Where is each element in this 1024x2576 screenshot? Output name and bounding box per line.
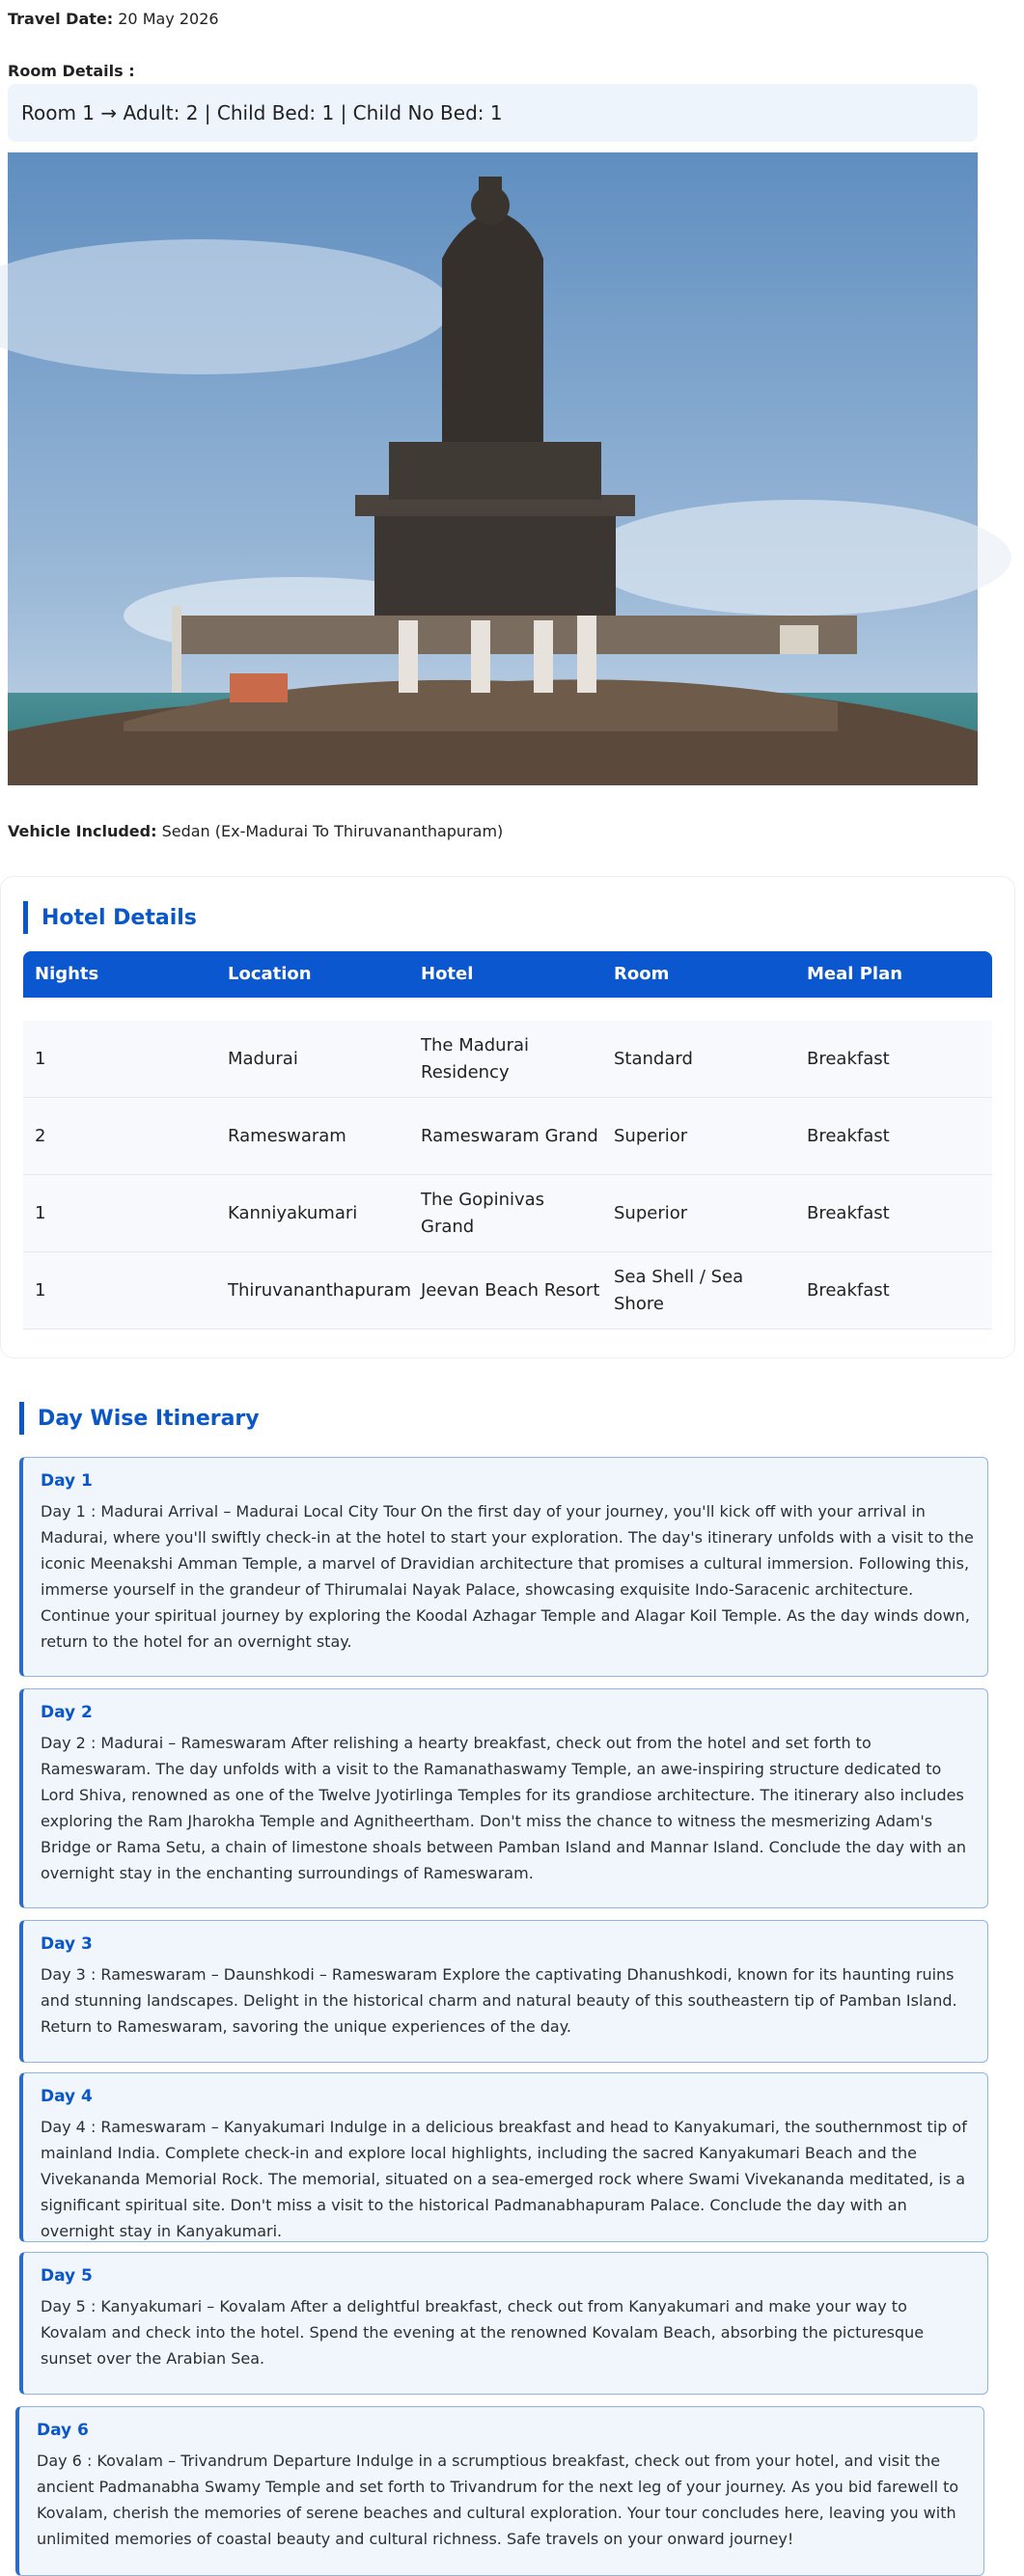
cell-location: Kanniyakumari [228,1202,358,1223]
room-details-label: Room Details : [8,62,135,80]
cell-nights: 1 [35,1202,46,1223]
day-card [19,1920,988,2063]
column-location: Location [228,964,312,984]
day-text: Day 3 : Rameswaram – Daunshkodi – Rameswaram Explore the captivating Dhanushkodi, known for its haunting ruins and stunning landscapes. Delight in the historical charm and natural beauty of this southeastern tip of Pamban Island. Return to Rameswaram, savoring the unique experiences of the day. [41,1965,957,2036]
room-summary: Room 1 → Adult: 2 | Child Bed: 1 | Child No Bed: 1 [8,84,978,142]
hotel-table-header [23,951,992,998]
day-text: Day 4 : Rameswaram – Kanyakumari Indulge in a delicious breakfast and head to Kanyakumari, the southernmost tip of mainland India. Complete check-in and explore local highlights, including the sacred Kanyakumari Beach and the Vivekananda Memorial Rock. The memorial, situated on a sea-emerged rock where Swami Vivekananda meditated, is a significant spiritual site. Don't miss a visit to the historical Padmanabhapuram Palace. Conclude the day with an overnight stay in Kanyakumari. [41,2118,967,2240]
vehicle-value: Sedan (Ex-Madurai To Thiruvananthapuram) [161,822,504,840]
day-card [19,1457,988,1677]
column-hotel: Hotel [421,964,474,984]
cell-location: Madurai [228,1048,298,1069]
cell-location: Rameswaram [228,1125,346,1146]
cell-hotel: The Madurai Residency [421,1034,530,1082]
travel-date-label: Travel Date: [8,10,114,28]
cell-room: Superior [614,1125,688,1146]
table-row [23,1098,992,1175]
itinerary-title: Day Wise Itinerary [19,1402,260,1435]
table-row [23,1252,992,1329]
cell-meal-plan: Breakfast [807,1125,890,1146]
day-label: Day 2 [41,1703,93,1722]
day-card [19,1688,988,1908]
cell-location: Thiruvananthapuram [228,1279,412,1301]
cell-hotel: The Gopinivas Grand [421,1189,545,1237]
travel-date [8,10,219,28]
day-text: Day 1 : Madurai Arrival – Madurai Local City Tour On the first day of your journey, you'll kick off with your arrival in Madurai, where you'll swiftly check-in at the hotel to start your exploration. The day's itinerary unfolds with a visit to the iconic Meenakshi Amman Temple, a marvel of Dravidian architecture that promises a cultural immersion. Following this, immerse yourself in the grandeur of Thirumalai Nayak Palace, showcasing exquisite Indo-Saracenic architecture. Continue your spiritual journey by exploring the Koodal Azhagar Temple and Alagar Koil Temple. As the day winds down, return to the hotel for an overnight stay. [41,1502,974,1651]
day-text: Day 2 : Madurai – Rameswaram After relishing a hearty breakfast, check out from the hotel and set forth to Rameswaram. The day unfolds with a visit to the Ramanathaswamy Temple, an awe-inspiring structure dedicated to Lord Shiva, renowned as one of the Twelve Jyotirlinga Temples for its grandiose architecture. The itinerary also includes exploring the Ram Jharokha Temple and Agnitheertham. Don't miss the chance to witness the mesmerizing Adam's Bridge or Rama Setu, a chain of limestone shoals between Pamban Island and Mannar Island. Conclude the day with an overnight stay in the enchanting surroundings of Rameswaram. [41,1734,967,1882]
day-text: Day 5 : Kanyakumari – Kovalam After a delightful breakfast, check out from Kanyakumari and make your way to Kovalam and check into the hotel. Spend the evening at the renowned Kovalam Beach, absorbing the picturesque sunset over the Arabian Sea. [41,2297,925,2368]
column-room: Room [614,964,670,984]
cell-room: Sea Shell / Sea Shore [614,1266,744,1314]
hero-image-statue [8,152,978,785]
cell-hotel: Jeevan Beach Resort [421,1279,600,1301]
cell-meal-plan: Breakfast [807,1048,890,1069]
cell-meal-plan: Breakfast [807,1202,890,1223]
cell-nights: 2 [35,1125,46,1146]
day-card [19,2072,988,2242]
cell-nights: 1 [35,1048,46,1069]
column-nights: Nights [35,964,99,984]
cell-nights: 1 [35,1279,46,1301]
vehicle-included [8,822,503,840]
cell-room: Superior [614,1202,688,1223]
cell-hotel: Rameswaram Grand [421,1125,598,1146]
travel-date-value: 20 May 2026 [118,10,219,28]
day-text: Day 6 : Kovalam – Trivandrum Departure Indulge in a scrumptious breakfast, check out from your hotel, and visit the ancient Padmanabha Swamy Temple and set forth to Trivandrum for the next leg of your journey. As you bid farewell to Kovalam, cherish the memories of serene beaches and cultural exploration. Your tour concludes here, leaving you with unlimited memories of coastal beauty and cultural richness. Safe travels on your onward journey! [37,2452,959,2548]
cell-meal-plan: Breakfast [807,1279,890,1301]
day-card [15,2406,984,2576]
cell-room: Standard [614,1048,693,1069]
table-row [23,1021,992,1098]
table-row [23,1175,992,1252]
vehicle-label: Vehicle Included: [8,822,157,840]
day-label: Day 3 [41,1934,93,1954]
day-label: Day 1 [41,1471,93,1491]
day-label: Day 4 [41,2087,93,2106]
column-meal-plan: Meal Plan [807,964,903,984]
day-label: Day 5 [41,2266,93,2286]
hotel-details-title: Hotel Details [23,901,197,934]
day-label: Day 6 [37,2421,89,2440]
day-card [19,2252,988,2395]
